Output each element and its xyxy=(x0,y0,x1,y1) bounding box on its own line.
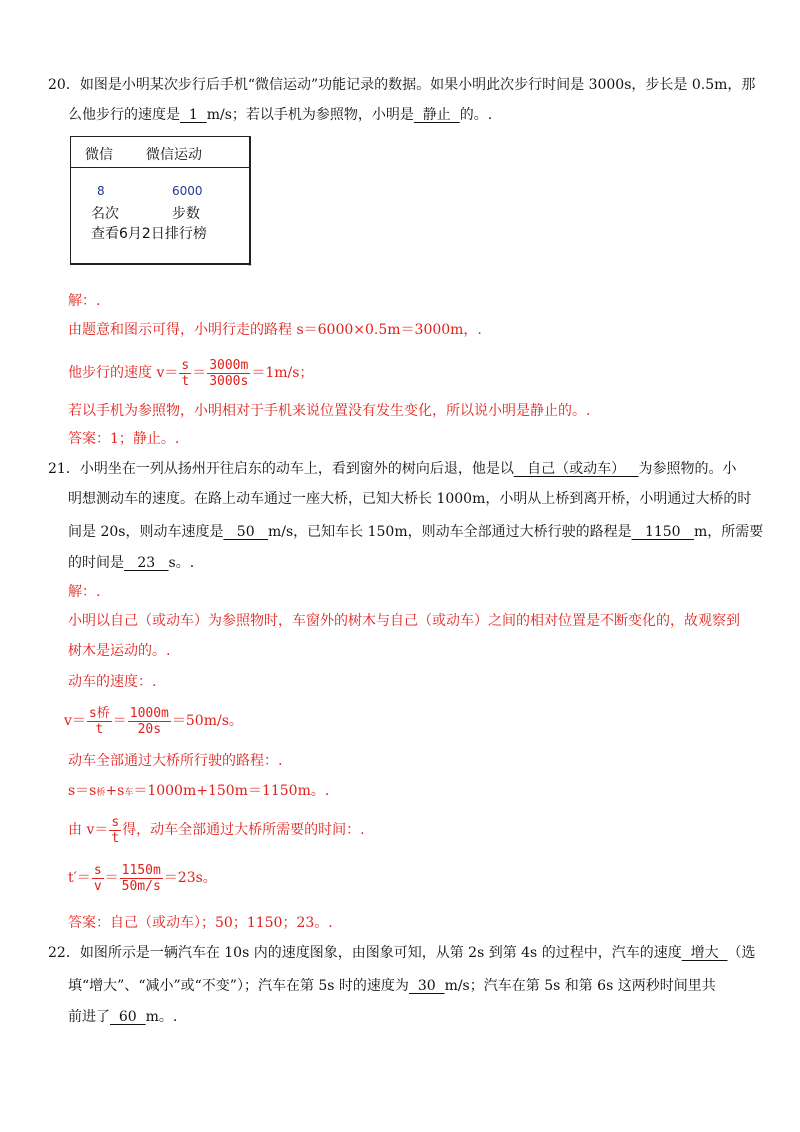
q21-solution-2: 树木是运动的。. xyxy=(68,643,171,659)
q21-line-1: 21．小明坐在一列从扬州开往启东的动车上，看到窗外的树向后退，他是以 自己（或动车） 为参照物的。小 xyxy=(48,461,737,477)
q21-time-intro: 由 v＝ $\frac{s}{t}$ 得，动车全部通过大桥所需要的时间：. xyxy=(68,814,365,846)
ranking-link: 查看6月2日排行榜 xyxy=(91,226,207,242)
q20-answer-blank-1: 1 xyxy=(180,107,207,123)
q20-answer-blank-2: 静止 xyxy=(413,107,460,123)
fraction-3000m-over-3000s: $\frac{3000m}{3000s}$ xyxy=(209,357,249,389)
steps-label: 步数 xyxy=(172,206,200,222)
q21-velocity-formula: v＝ $\frac{\text{s桥}}{t}$ ＝ $\frac{1000m}{20s}$ ＝50m/s。 xyxy=(64,705,243,737)
card-app-name: 微信 xyxy=(85,147,113,163)
q22-line-3: 前进了 60 m。. xyxy=(68,1009,178,1025)
fraction-s-over-t-2: $\frac{s}{t}$ xyxy=(111,814,120,846)
rank-value: 8 xyxy=(97,184,105,198)
q21-solution-3: 动车的速度：. xyxy=(68,674,157,690)
q22-answer-blank-3: 60 xyxy=(110,1009,146,1025)
fraction-1000m-over-20s: $\frac{1000m}{20s}$ xyxy=(129,705,169,737)
rank-label: 名次 xyxy=(91,206,119,222)
q20-solution-label: 解：. xyxy=(68,293,101,309)
q21-distance-formula: s＝s桥+s车＝1000m+150m＝1150m。. xyxy=(68,783,330,799)
q22-answer-blank-2: 30 xyxy=(408,978,445,994)
q20-line-1: 20．如图是小明某次步行后手机“微信运动”功能记录的数据。如果小明此次步行时间是 3000s，步长是 0.5m，那 xyxy=(48,77,756,93)
q20-solution-1: 由题意和图示可得，小明行走的路程 s＝6000×0.5m＝3000m，. xyxy=(68,322,482,338)
q20-answer: 答案：1；静止。. xyxy=(68,431,180,447)
fraction-s-over-t: $\frac{s}{t}$ xyxy=(181,357,190,389)
q21-answer-blank-3: 1150 xyxy=(631,524,694,540)
q21-line-2: 明想测动车的速度。在路上动车通过一座大桥，已知大桥长 1000m，小明从上桥到离开桥，小明通过大桥的时 xyxy=(68,491,752,507)
q21-solution-4: 动车全部通过大桥所行驶的路程：. xyxy=(68,753,283,769)
fraction-s-over-v: $\frac{s}{v}$ xyxy=(93,862,102,894)
fraction-s-bridge-over-t: $\frac{\text{s桥}}{t}$ xyxy=(88,705,110,737)
card-title: 微信运动 xyxy=(146,147,202,163)
fraction-1150m-over-50ms: $\frac{1150m}{50m/s}$ xyxy=(121,862,161,894)
q22-line-2: 填“增大”、“减小”或“不变”）；汽车在第 5s 时的速度为 30 m/s；汽车在第 5s 和第 6s 这两秒时间里共 xyxy=(68,978,716,994)
q20-line-2: 么他步行的速度是 1 m/s；若以手机为参照物，小明是 静止 的。. xyxy=(68,107,493,123)
q22-answer-blank-1: 增大 xyxy=(681,945,728,961)
steps-value: 6000 xyxy=(172,184,203,198)
q21-answer-blank-2: 50 xyxy=(223,524,268,540)
q21-answer-blank-4: 23 xyxy=(124,555,169,571)
q21-answer-blank-1: 自己（或动车） xyxy=(513,461,639,477)
q22-line-1: 22．如图所示是一辆汽车在 10s 内的速度图象，由图象可知，从第 2s 到第 4s 的过程中，汽车的速度 增大 （选 xyxy=(48,945,756,961)
q20-solution-2: 他步行的速度 v＝ $\frac{s}{t}$ ＝ $\frac{3000m}{3000s}$ ＝1m/s； xyxy=(68,357,314,389)
q20-solution-3: 若以手机为参照物，小明相对于手机来说位置没有发生变化，所以说小明是静止的。. xyxy=(68,403,591,419)
q21-line-3: 间是 20s，则动车速度是 50 m/s，已知车长 150m，则动车全部通过大桥行驶的路程是 1150 m，所需要 xyxy=(68,524,764,540)
card-caption-mark: 。 xyxy=(248,257,258,268)
q21-line-4: 的时间是 23 s。. xyxy=(68,555,195,571)
q21-time-formula: t′＝ $\frac{s}{v}$ ＝ $\frac{1150m}{50m/s}$ ＝23s。 xyxy=(68,862,217,894)
q21-solution-1: 小明以自己（或动车）为参照物时，车窗外的树木与自己（或动车）之间的相对位置是不断变化的，故观察到 xyxy=(68,613,740,629)
wechat-sport-card xyxy=(70,136,251,265)
q21-answer: 答案：自己（或动车）；50；1150；23。. xyxy=(68,915,333,931)
q21-solution-label: 解：. xyxy=(68,584,101,600)
